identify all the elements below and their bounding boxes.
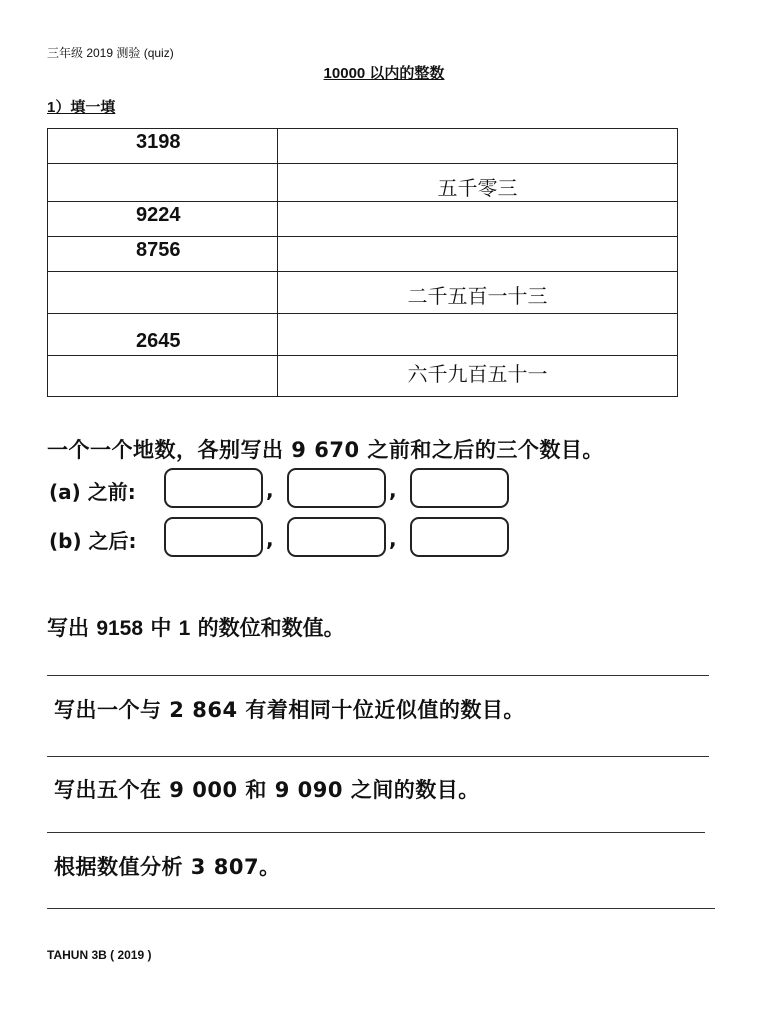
word-cell: 六千九百五十一: [278, 356, 678, 397]
question-3-text: 写出 9158 中 1 的数位和数值。: [47, 616, 345, 640]
answer-box-after-2[interactable]: [287, 517, 386, 557]
answer-box-after-3[interactable]: [410, 517, 509, 557]
word-cell: 五千零三: [278, 164, 678, 202]
table-row: [48, 202, 678, 237]
number-cell: 9224: [48, 202, 278, 237]
question-4-text: 写出一个与 2 864 有着相同十位近似值的数目。: [54, 698, 525, 722]
number-cell: [48, 356, 278, 397]
table-row: [48, 164, 678, 202]
comma: ,: [389, 478, 397, 502]
answer-box-before-3[interactable]: [410, 468, 509, 508]
table-row: [48, 129, 678, 164]
section-1-label: 1）填一填: [47, 99, 116, 116]
after-label: (b) 之后:: [49, 529, 137, 553]
answer-box-before-2[interactable]: [287, 468, 386, 508]
question-2-text: 一个一个地数，各别写出 9 670 之前和之后的三个数目。: [47, 438, 604, 462]
answer-box-before-1[interactable]: [164, 468, 263, 508]
word-cell: [278, 129, 678, 164]
answer-line[interactable]: [47, 908, 715, 909]
number-cell: 8756: [48, 237, 278, 272]
number-word-table: [47, 128, 678, 397]
word-cell: [278, 237, 678, 272]
footer: TAHUN 3B ( 2019 ): [47, 948, 152, 962]
table-row: [48, 237, 678, 272]
answer-box-after-1[interactable]: [164, 517, 263, 557]
question-6-text: 根据数值分析 3 807。: [54, 855, 281, 879]
table-row: [48, 314, 678, 356]
number-cell: 2645: [48, 314, 278, 356]
answer-line[interactable]: [47, 675, 709, 676]
comma: ,: [266, 527, 274, 551]
before-label: (a) 之前:: [49, 480, 136, 504]
word-cell: 二千五百一十三: [278, 272, 678, 314]
number-cell: [48, 164, 278, 202]
comma: ,: [266, 478, 274, 502]
answer-line[interactable]: [47, 832, 705, 833]
header-note: 三年级 2019 测验 (quiz): [47, 46, 174, 60]
question-5-text: 写出五个在 9 000 和 9 090 之间的数目。: [54, 778, 480, 802]
table-row: [48, 272, 678, 314]
comma: ,: [389, 527, 397, 551]
number-cell: [48, 272, 278, 314]
word-cell: [278, 202, 678, 237]
page-title: 10000 以内的整数: [323, 65, 445, 82]
table-row: [48, 356, 678, 397]
answer-line[interactable]: [47, 756, 709, 757]
number-cell: 3198: [48, 129, 278, 164]
word-cell: [278, 314, 678, 356]
